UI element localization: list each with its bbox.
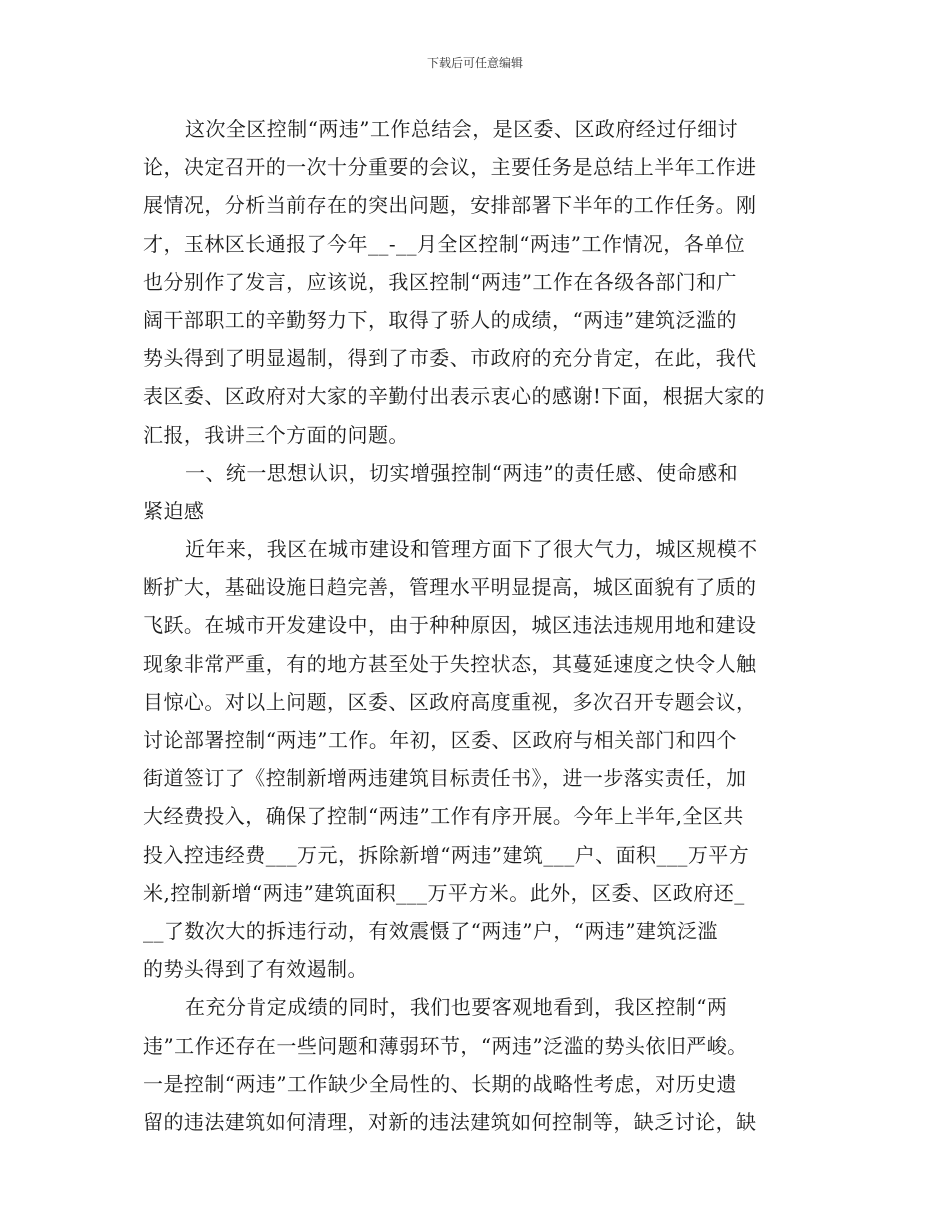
text-line: 阔干部职工的辛勤努力下，取得了骄人的成绩，“两违”建筑泛滥的 bbox=[143, 307, 737, 332]
text-line: 的势头得到了有效遏制。 bbox=[143, 957, 368, 982]
document-body bbox=[143, 110, 803, 1141]
text-line: 米,控制新增“两违”建筑面积___万平方米。此外，区委、区政府还_ bbox=[143, 880, 745, 905]
text-line: 违”工作还存在一些问题和薄弱环节，“两违”泛滥的势头依旧严峻。 bbox=[143, 1033, 748, 1058]
text-line: 近年来，我区在城市建设和管理方面下了很大气力，城区规模不 bbox=[185, 537, 758, 562]
text-line: 论，决定召开的一次十分重要的会议，主要任务是总结上半年工作进 bbox=[143, 155, 757, 180]
text-line: 一是控制“两违”工作缺少全局性的、长期的战略性考虑，对历史遗 bbox=[143, 1071, 737, 1096]
text-line: 投入控违经费___万元，拆除新增“两违”建筑___户、面积___万平方 bbox=[143, 842, 750, 867]
text-line: 一、统一思想认识，切实增强控制“两违”的责任感、使命感和 bbox=[185, 460, 739, 485]
text-line: 汇报，我讲三个方面的问题。 bbox=[143, 422, 409, 447]
text-line: 留的违法建筑如何清理，对新的违法建筑如何控制等，缺乏讨论，缺 bbox=[143, 1109, 757, 1134]
text-line: 断扩大，基础设施日趋完善，管理水平明显提高，城区面貌有了质的 bbox=[143, 575, 757, 600]
text-line: 势头得到了明显遏制，得到了市委、市政府的充分肯定，在此，我代 bbox=[143, 346, 757, 371]
text-line: __了数次大的拆违行动，有效震慑了“两违”户，“两违”建筑泛滥 bbox=[143, 918, 718, 943]
text-line: 也分别作了发言，应该说，我区控制“两违”工作在各级各部门和广 bbox=[143, 269, 737, 294]
text-line: 街道签订了《控制新增两违建筑目标责任书》，进一步落实责任，加 bbox=[143, 766, 747, 791]
text-line: 在充分肯定成绩的同时，我们也要客观地看到，我区控制“两 bbox=[185, 995, 728, 1020]
text-line: 目惊心。对以上问题，区委、区政府高度重视，多次召开专题会议， bbox=[143, 689, 757, 714]
text-line: 飞跃。在城市开发建设中，由于种种原因，城区违法违规用地和建设 bbox=[143, 613, 757, 638]
text-line: 现象非常严重，有的地方甚至处于失控状态，其蔓延速度之快令人触 bbox=[143, 651, 757, 676]
text-line: 紧迫感 bbox=[143, 498, 205, 523]
text-line: 表区委、区政府对大家的辛勤付出表示衷心的感谢!下面，根据大家的 bbox=[143, 384, 765, 409]
text-line: 才，玉林区长通报了今年__-__月全区控制“两违”工作情况，各单位 bbox=[143, 231, 746, 256]
text-line: 展情况，分析当前存在的突出问题，安排部署下半年的工作任务。刚 bbox=[143, 193, 757, 218]
text-line: 讨论部署控制“两违”工作。年初，区委、区政府与相关部门和四个 bbox=[143, 728, 737, 752]
page-header: 下载后可任意编辑 bbox=[426, 56, 523, 70]
text-line: 大经费投入，确保了控制“两违”工作有序开展。今年上半年,全区共 bbox=[143, 804, 744, 829]
text-line: 这次全区控制“两违”工作总结会，是区委、区政府经过仔细讨 bbox=[185, 117, 739, 141]
